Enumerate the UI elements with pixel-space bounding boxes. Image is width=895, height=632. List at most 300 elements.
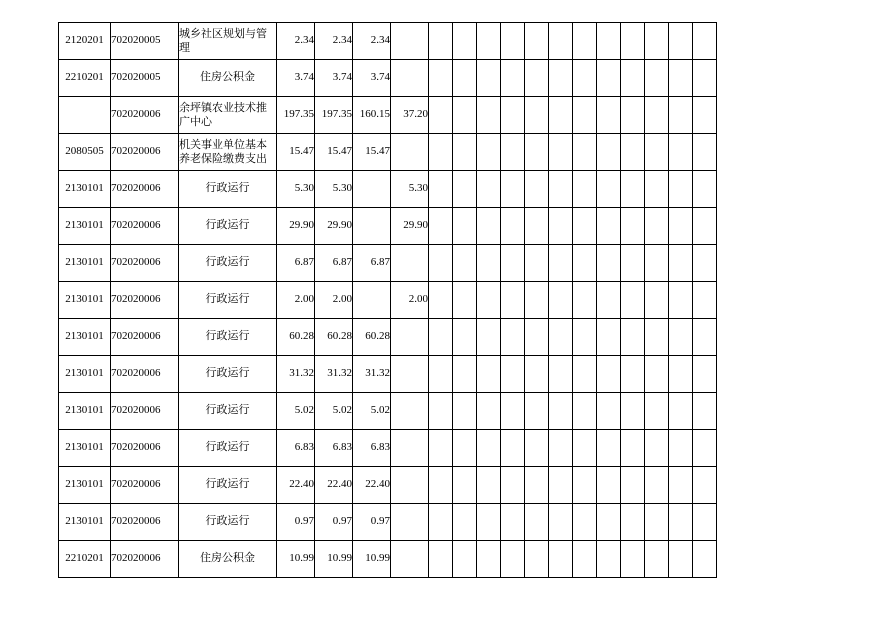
- cell-empty: [669, 245, 693, 282]
- cell-empty: [549, 467, 573, 504]
- cell-empty: [669, 97, 693, 134]
- cell-empty: [621, 282, 645, 319]
- cell-amount-1: 2.34: [277, 23, 315, 60]
- table-row: [59, 467, 717, 504]
- cell-empty: [501, 504, 525, 541]
- cell-empty: [597, 134, 621, 171]
- cell-empty: [453, 208, 477, 245]
- cell-empty: [573, 282, 597, 319]
- cell-item-name: 行政运行: [179, 282, 277, 319]
- cell-amount-4: 37.20: [391, 97, 429, 134]
- cell-empty: [669, 171, 693, 208]
- cell-empty: [429, 282, 453, 319]
- cell-amount-3: [353, 208, 391, 245]
- cell-empty: [525, 430, 549, 467]
- cell-empty: [669, 208, 693, 245]
- cell-empty: [693, 60, 717, 97]
- cell-empty: [597, 504, 621, 541]
- cell-code-secondary: 702020006: [111, 356, 179, 393]
- cell-empty: [597, 319, 621, 356]
- cell-amount-3: [353, 171, 391, 208]
- cell-code-secondary: 702020006: [111, 208, 179, 245]
- cell-amount-1: 6.83: [277, 430, 315, 467]
- cell-empty: [669, 356, 693, 393]
- cell-amount-3: 6.87: [353, 245, 391, 282]
- cell-code-primary: 2130101: [59, 393, 111, 430]
- cell-empty: [573, 319, 597, 356]
- table-row: [59, 393, 717, 430]
- cell-amount-3: 2.34: [353, 23, 391, 60]
- cell-empty: [477, 97, 501, 134]
- cell-empty: [429, 319, 453, 356]
- cell-code-primary: 2210201: [59, 60, 111, 97]
- cell-amount-2: 5.02: [315, 393, 353, 430]
- cell-empty: [669, 504, 693, 541]
- cell-amount-2: 22.40: [315, 467, 353, 504]
- cell-empty: [429, 208, 453, 245]
- cell-empty: [429, 467, 453, 504]
- cell-amount-3: 5.02: [353, 393, 391, 430]
- cell-empty: [429, 393, 453, 430]
- cell-item-name: 行政运行: [179, 504, 277, 541]
- cell-empty: [525, 60, 549, 97]
- cell-amount-2: 6.87: [315, 245, 353, 282]
- cell-empty: [453, 393, 477, 430]
- cell-empty: [525, 282, 549, 319]
- cell-empty: [477, 356, 501, 393]
- budget-table: [58, 22, 717, 578]
- cell-amount-4: 5.30: [391, 171, 429, 208]
- cell-empty: [501, 467, 525, 504]
- cell-empty: [597, 23, 621, 60]
- cell-empty: [597, 393, 621, 430]
- cell-amount-3: 31.32: [353, 356, 391, 393]
- cell-code-secondary: 702020006: [111, 467, 179, 504]
- cell-amount-3: 15.47: [353, 134, 391, 171]
- cell-empty: [477, 430, 501, 467]
- cell-empty: [645, 134, 669, 171]
- cell-empty: [549, 245, 573, 282]
- cell-amount-3: [353, 282, 391, 319]
- cell-empty: [477, 208, 501, 245]
- cell-item-name: 机关事业单位基本养老保险缴费支出: [179, 134, 277, 171]
- cell-empty: [501, 282, 525, 319]
- cell-empty: [477, 393, 501, 430]
- cell-empty: [429, 134, 453, 171]
- cell-empty: [573, 467, 597, 504]
- cell-empty: [549, 282, 573, 319]
- cell-amount-1: 31.32: [277, 356, 315, 393]
- cell-empty: [669, 23, 693, 60]
- cell-item-name: 行政运行: [179, 467, 277, 504]
- cell-empty: [573, 23, 597, 60]
- cell-code-primary: 2130101: [59, 282, 111, 319]
- cell-code-secondary: 702020006: [111, 393, 179, 430]
- cell-empty: [501, 319, 525, 356]
- cell-code-primary: 2130101: [59, 467, 111, 504]
- cell-empty: [429, 245, 453, 282]
- cell-amount-4: 29.90: [391, 208, 429, 245]
- cell-empty: [573, 430, 597, 467]
- cell-empty: [645, 282, 669, 319]
- cell-empty: [621, 541, 645, 578]
- cell-code-primary: 2130101: [59, 430, 111, 467]
- cell-amount-1: 3.74: [277, 60, 315, 97]
- cell-empty: [645, 356, 669, 393]
- cell-empty: [669, 60, 693, 97]
- cell-empty: [453, 356, 477, 393]
- table-row: [59, 541, 717, 578]
- cell-empty: [453, 504, 477, 541]
- cell-empty: [669, 282, 693, 319]
- cell-item-name: 余坪镇农业技术推广中心: [179, 97, 277, 134]
- cell-amount-2: 31.32: [315, 356, 353, 393]
- cell-empty: [573, 208, 597, 245]
- cell-code-primary: 2130101: [59, 208, 111, 245]
- cell-code-primary: 2120201: [59, 23, 111, 60]
- cell-empty: [597, 245, 621, 282]
- cell-empty: [693, 282, 717, 319]
- cell-empty: [621, 208, 645, 245]
- cell-empty: [645, 541, 669, 578]
- cell-empty: [453, 430, 477, 467]
- cell-empty: [501, 208, 525, 245]
- cell-empty: [645, 245, 669, 282]
- cell-amount-1: 0.97: [277, 504, 315, 541]
- cell-amount-4: [391, 467, 429, 504]
- cell-amount-2: 29.90: [315, 208, 353, 245]
- cell-amount-2: 10.99: [315, 541, 353, 578]
- cell-empty: [621, 467, 645, 504]
- cell-amount-1: 29.90: [277, 208, 315, 245]
- cell-amount-4: [391, 504, 429, 541]
- cell-empty: [597, 430, 621, 467]
- cell-empty: [429, 430, 453, 467]
- cell-amount-2: 2.34: [315, 23, 353, 60]
- cell-empty: [645, 23, 669, 60]
- cell-empty: [621, 134, 645, 171]
- cell-code-secondary: 702020006: [111, 134, 179, 171]
- cell-empty: [645, 171, 669, 208]
- cell-empty: [669, 319, 693, 356]
- cell-empty: [621, 504, 645, 541]
- cell-item-name: 行政运行: [179, 171, 277, 208]
- cell-amount-1: 5.02: [277, 393, 315, 430]
- cell-empty: [525, 356, 549, 393]
- cell-item-name: 行政运行: [179, 245, 277, 282]
- cell-empty: [525, 319, 549, 356]
- cell-empty: [501, 356, 525, 393]
- cell-empty: [453, 97, 477, 134]
- cell-empty: [549, 208, 573, 245]
- cell-amount-1: 22.40: [277, 467, 315, 504]
- cell-empty: [525, 134, 549, 171]
- cell-code-primary: 2080505: [59, 134, 111, 171]
- cell-amount-3: 160.15: [353, 97, 391, 134]
- cell-item-name: 城乡社区规划与管理: [179, 23, 277, 60]
- cell-empty: [453, 60, 477, 97]
- cell-empty: [501, 245, 525, 282]
- cell-empty: [525, 23, 549, 60]
- cell-empty: [693, 356, 717, 393]
- cell-amount-4: 2.00: [391, 282, 429, 319]
- cell-empty: [501, 97, 525, 134]
- cell-code-secondary: 702020005: [111, 23, 179, 60]
- cell-empty: [573, 97, 597, 134]
- cell-empty: [693, 541, 717, 578]
- cell-empty: [549, 23, 573, 60]
- cell-empty: [549, 134, 573, 171]
- cell-empty: [477, 134, 501, 171]
- cell-amount-1: 197.35: [277, 97, 315, 134]
- cell-empty: [525, 393, 549, 430]
- cell-empty: [549, 393, 573, 430]
- cell-empty: [525, 541, 549, 578]
- cell-amount-1: 6.87: [277, 245, 315, 282]
- cell-amount-3: 6.83: [353, 430, 391, 467]
- cell-empty: [693, 504, 717, 541]
- cell-empty: [477, 467, 501, 504]
- cell-empty: [477, 60, 501, 97]
- cell-code-secondary: 702020006: [111, 171, 179, 208]
- cell-empty: [477, 504, 501, 541]
- cell-empty: [693, 467, 717, 504]
- cell-empty: [645, 504, 669, 541]
- cell-empty: [573, 60, 597, 97]
- cell-empty: [453, 171, 477, 208]
- cell-amount-4: [391, 134, 429, 171]
- cell-empty: [573, 134, 597, 171]
- cell-empty: [525, 467, 549, 504]
- cell-empty: [477, 23, 501, 60]
- cell-empty: [597, 97, 621, 134]
- cell-code-secondary: 702020006: [111, 282, 179, 319]
- cell-empty: [621, 319, 645, 356]
- cell-empty: [549, 504, 573, 541]
- cell-empty: [621, 356, 645, 393]
- cell-amount-4: [391, 393, 429, 430]
- cell-amount-1: 10.99: [277, 541, 315, 578]
- cell-empty: [621, 171, 645, 208]
- cell-empty: [621, 97, 645, 134]
- cell-empty: [693, 134, 717, 171]
- cell-code-secondary: 702020006: [111, 319, 179, 356]
- cell-amount-2: 6.83: [315, 430, 353, 467]
- cell-empty: [597, 356, 621, 393]
- cell-empty: [453, 467, 477, 504]
- cell-empty: [597, 282, 621, 319]
- cell-amount-2: 2.00: [315, 282, 353, 319]
- cell-item-name: 行政运行: [179, 208, 277, 245]
- table-row: [59, 134, 717, 171]
- cell-amount-3: 60.28: [353, 319, 391, 356]
- table-row: [59, 504, 717, 541]
- cell-code-secondary: 702020006: [111, 541, 179, 578]
- cell-empty: [645, 97, 669, 134]
- cell-empty: [669, 541, 693, 578]
- cell-empty: [429, 23, 453, 60]
- cell-empty: [693, 208, 717, 245]
- cell-empty: [525, 504, 549, 541]
- cell-empty: [645, 319, 669, 356]
- cell-item-name: 行政运行: [179, 393, 277, 430]
- cell-empty: [477, 245, 501, 282]
- cell-code-secondary: 702020006: [111, 504, 179, 541]
- cell-code-primary: 2210201: [59, 541, 111, 578]
- cell-empty: [621, 393, 645, 430]
- cell-empty: [429, 541, 453, 578]
- cell-amount-2: 197.35: [315, 97, 353, 134]
- cell-empty: [693, 393, 717, 430]
- cell-amount-3: 10.99: [353, 541, 391, 578]
- cell-code-secondary: 702020006: [111, 430, 179, 467]
- cell-empty: [693, 319, 717, 356]
- cell-code-primary: 2130101: [59, 319, 111, 356]
- table-row: [59, 23, 717, 60]
- cell-empty: [597, 171, 621, 208]
- cell-empty: [573, 171, 597, 208]
- cell-amount-2: 0.97: [315, 504, 353, 541]
- cell-amount-2: 5.30: [315, 171, 353, 208]
- cell-amount-3: 22.40: [353, 467, 391, 504]
- cell-empty: [501, 23, 525, 60]
- table-row: [59, 319, 717, 356]
- cell-code-primary: 2130101: [59, 504, 111, 541]
- cell-empty: [429, 60, 453, 97]
- cell-empty: [597, 208, 621, 245]
- cell-code-secondary: 702020006: [111, 97, 179, 134]
- cell-amount-2: 3.74: [315, 60, 353, 97]
- cell-code-primary: 2130101: [59, 356, 111, 393]
- cell-item-name: 行政运行: [179, 319, 277, 356]
- cell-item-name: 住房公积金: [179, 60, 277, 97]
- cell-item-name: 行政运行: [179, 430, 277, 467]
- cell-empty: [525, 97, 549, 134]
- cell-empty: [525, 208, 549, 245]
- cell-empty: [453, 319, 477, 356]
- cell-amount-4: [391, 356, 429, 393]
- table-row: [59, 208, 717, 245]
- cell-empty: [501, 393, 525, 430]
- table-row: [59, 97, 717, 134]
- cell-empty: [669, 134, 693, 171]
- table-row: [59, 171, 717, 208]
- cell-empty: [501, 171, 525, 208]
- cell-empty: [669, 393, 693, 430]
- cell-empty: [573, 393, 597, 430]
- cell-empty: [501, 541, 525, 578]
- cell-empty: [429, 97, 453, 134]
- table-row: [59, 60, 717, 97]
- cell-code-secondary: 702020005: [111, 60, 179, 97]
- cell-amount-2: 60.28: [315, 319, 353, 356]
- cell-empty: [453, 134, 477, 171]
- cell-code-secondary: 702020006: [111, 245, 179, 282]
- cell-empty: [549, 171, 573, 208]
- cell-empty: [645, 467, 669, 504]
- cell-empty: [645, 60, 669, 97]
- cell-empty: [477, 319, 501, 356]
- cell-empty: [693, 245, 717, 282]
- cell-amount-3: 3.74: [353, 60, 391, 97]
- cell-empty: [693, 97, 717, 134]
- cell-empty: [453, 282, 477, 319]
- cell-empty: [549, 97, 573, 134]
- table-row: [59, 245, 717, 282]
- cell-empty: [621, 430, 645, 467]
- cell-empty: [501, 430, 525, 467]
- cell-empty: [501, 60, 525, 97]
- cell-empty: [573, 245, 597, 282]
- cell-amount-4: [391, 245, 429, 282]
- cell-amount-4: [391, 60, 429, 97]
- cell-empty: [549, 356, 573, 393]
- cell-empty: [525, 245, 549, 282]
- cell-empty: [501, 134, 525, 171]
- cell-empty: [453, 541, 477, 578]
- cell-empty: [453, 245, 477, 282]
- cell-empty: [669, 467, 693, 504]
- cell-empty: [549, 60, 573, 97]
- cell-empty: [621, 60, 645, 97]
- cell-empty: [429, 504, 453, 541]
- cell-empty: [477, 282, 501, 319]
- cell-amount-2: 15.47: [315, 134, 353, 171]
- cell-empty: [549, 430, 573, 467]
- cell-empty: [645, 430, 669, 467]
- cell-empty: [693, 430, 717, 467]
- table-row: [59, 282, 717, 319]
- cell-empty: [549, 319, 573, 356]
- cell-empty: [477, 171, 501, 208]
- cell-code-primary: 2130101: [59, 245, 111, 282]
- cell-amount-4: [391, 23, 429, 60]
- cell-empty: [573, 541, 597, 578]
- cell-empty: [429, 356, 453, 393]
- cell-empty: [573, 356, 597, 393]
- cell-empty: [525, 171, 549, 208]
- cell-item-name: 住房公积金: [179, 541, 277, 578]
- cell-amount-1: 15.47: [277, 134, 315, 171]
- cell-empty: [453, 23, 477, 60]
- cell-amount-4: [391, 319, 429, 356]
- cell-empty: [621, 245, 645, 282]
- cell-empty: [597, 541, 621, 578]
- cell-empty: [477, 541, 501, 578]
- cell-empty: [645, 208, 669, 245]
- cell-empty: [549, 541, 573, 578]
- cell-code-primary: [59, 97, 111, 134]
- cell-amount-1: 60.28: [277, 319, 315, 356]
- cell-amount-3: 0.97: [353, 504, 391, 541]
- cell-amount-4: [391, 541, 429, 578]
- cell-code-primary: 2130101: [59, 171, 111, 208]
- cell-empty: [597, 467, 621, 504]
- cell-empty: [621, 23, 645, 60]
- cell-empty: [669, 430, 693, 467]
- table-row: [59, 356, 717, 393]
- cell-empty: [597, 60, 621, 97]
- cell-amount-1: 2.00: [277, 282, 315, 319]
- table-row: [59, 430, 717, 467]
- table-body: [59, 23, 717, 578]
- cell-item-name: 行政运行: [179, 356, 277, 393]
- cell-empty: [573, 504, 597, 541]
- cell-empty: [693, 171, 717, 208]
- cell-amount-4: [391, 430, 429, 467]
- cell-empty: [693, 23, 717, 60]
- cell-empty: [645, 393, 669, 430]
